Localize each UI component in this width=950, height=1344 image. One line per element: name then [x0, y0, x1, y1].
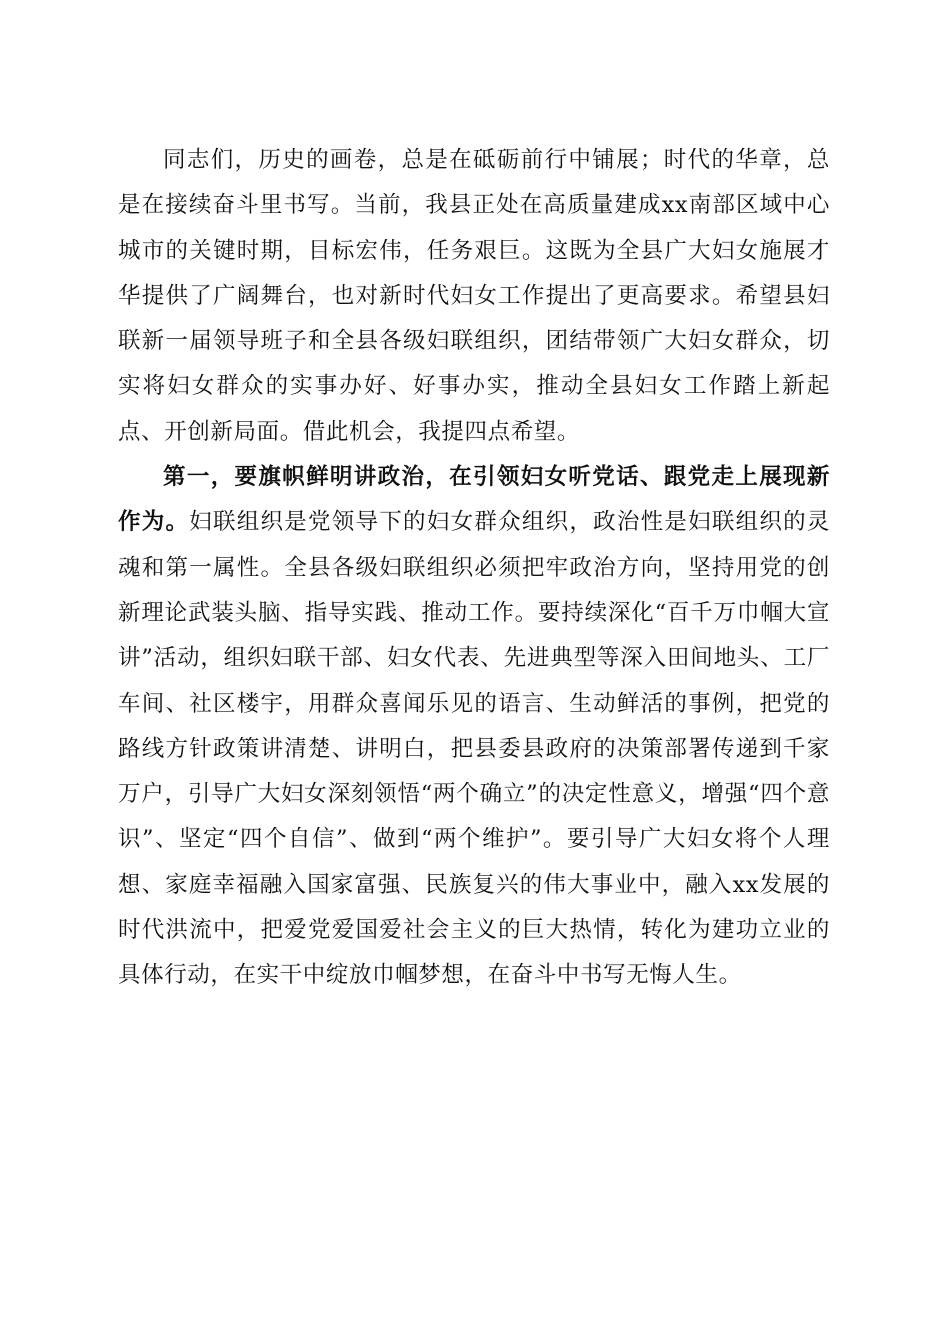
paragraph-lead: 第一，要旗帜鲜明讲政治，在引领妇女听党话、跟党走上展现新作为。 [118, 464, 830, 536]
paragraph-text: 妇联组织是党领导下的妇女群众组织，政治性是妇联组织的灵魂和第一属性。全县各级妇联组织必须把牢政治方向，坚持用党的创新理论武装头脑、指导实践、推动工作。要持续深化“百千万巾帼大宣讲”活动，组织妇联干部、妇女代表、先进典型等深入田间地头、工厂车间、社区楼宇，用群众喜闻乐见的语言、生动鲜活的事例，把党的路线方针政策讲清楚、讲明白，把县委县政府的决策部署传递到千家万户，引导广大妇女深刻领悟“两个确立”的决定性意义，增强“四个意识”、坚定“四个自信”、做到“两个维护”。要引导广大妇女将个人理想、家庭幸福融入国家富强、民族复兴的伟大事业中，融入xx发展的时代洪流中，把爱党爱国爱社会主义的巨大热情，转化为建功立业的具体行动，在实干中绽放巾帼梦想，在奋斗中书写无悔人生。 [118, 509, 830, 989]
paragraph-point-one [118, 455, 830, 999]
document-body [118, 138, 830, 999]
paragraph-text: 同志们，历史的画卷，总是在砥砺前行中铺展；时代的华章，总是在接续奋斗里书写。当前，我县正处在高质量建成xx南部区域中心城市的关键时期，目标宏伟，任务艰巨。这既为全县广大妇女施展才华提供了广阔舞台，也对新时代妇女工作提出了更高要求。希望县妇联新一届领导班子和全县各级妇联组织，团结带领广大妇女群众，切实将妇女群众的实事办好、好事办实，推动全县妇女工作踏上新起点、开创新局面。借此机会，我提四点希望。 [118, 147, 830, 445]
paragraph-intro [118, 138, 830, 455]
